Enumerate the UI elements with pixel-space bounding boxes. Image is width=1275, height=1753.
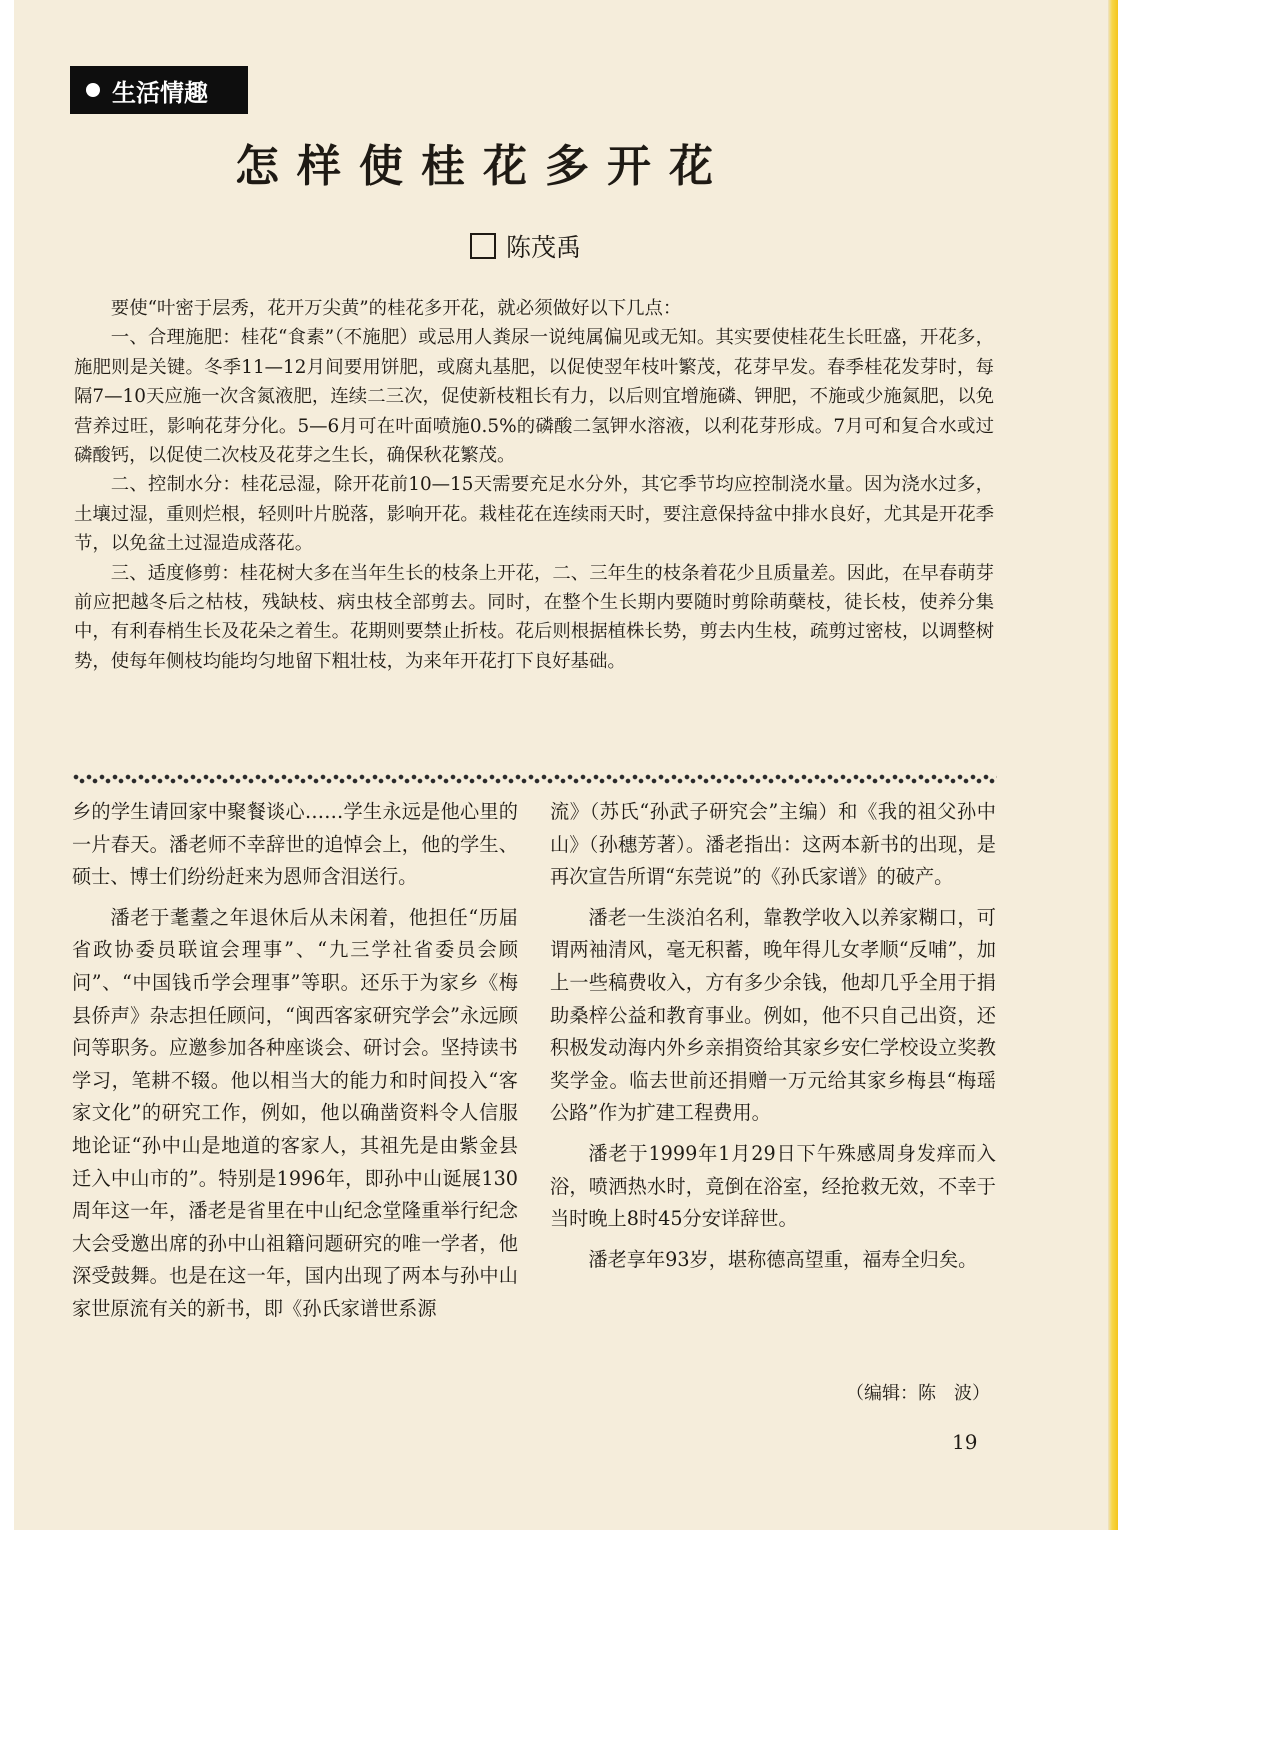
article-title: 怎样使桂花多开花 bbox=[235, 141, 731, 192]
page-number: 19 bbox=[952, 1430, 978, 1454]
paragraph: 要使“叶密于层秀，花开万尖黄”的桂花多开花，就必须做好以下几点： bbox=[110, 298, 682, 319]
right-column bbox=[550, 796, 996, 1276]
section-tag-label: 生活情趣 bbox=[112, 77, 208, 107]
scan-margin bbox=[0, 1530, 1275, 1753]
paragraph: 潘老于耄耋之年退休后从未闲着，他担任“历届省政协委员联谊会理事”、“九三学社省委员会顾问”、“中国钱币学会理事”等职。还乐于为家乡《梅县侨声》杂志担任顾问，“闽西客家研究学会”永远顾问等职务。应邀参加各种座谈会、研讨会。坚持读书学习，笔耕不辍。他以相当大的能力和时间投入“客家文化”的研究工作，例如，他以确凿资料令人信服地论证“孙中山是地道的客家人，其祖先是由紫金县迁入中山市的”。特别是1996年，即孙中山诞展130周年这一年，潘老是省里在中山纪念堂隆重举行纪念大会受邀出席的孙中山祖籍问题研究的唯一学者，他深受鼓舞。也是在这一年，国内出现了两本与孙中山家世原流有关的新书，即《孙氏家谱世系源 bbox=[72, 905, 518, 1320]
paragraph: 乡的学生请回家中聚餐谈心……学生永远是他心里的一片春天。潘老师不幸辞世的追悼会上，他的学生、硕士、博士们纷纷赶来为恩师含泪送行。 bbox=[72, 800, 518, 889]
decorative-divider bbox=[72, 772, 997, 786]
page-edge bbox=[1108, 0, 1118, 1540]
paragraph: 潘老享年93岁，堪称德高望重，福寿全归矣。 bbox=[588, 1247, 978, 1271]
square-icon bbox=[470, 233, 496, 259]
author-name: 陈茂禹 bbox=[506, 233, 582, 262]
byline bbox=[470, 228, 581, 264]
section-tag bbox=[70, 66, 248, 114]
paragraph: 二、控制水分：桂花忌湿，除开花前10—15天需要充足水分外，其它季节均应控制浇水量。因为浇水过多，土壤过湿，重则烂根，轻则叶片脱落，影响开花。栽桂花在连续雨天时，要注意保持盆中排水良好，尤其是开花季节，以免盆土过湿造成落花。 bbox=[74, 474, 994, 555]
paragraph: 潘老于1999年1月29日下午殊感周身发痒而入浴，喷洒热水时，竟倒在浴室，经抢救无效，不幸于当时晚上8时45分安详辞世。 bbox=[550, 1141, 996, 1231]
paragraph: 流》（苏氏“孙武子研究会”主编）和《我的祖父孙中山》（孙穗芳著）。潘老指出：这两本新书的出现，是再次宣告所谓“东莞说”的《孙氏家谱》的破产。 bbox=[550, 800, 996, 889]
article-body bbox=[74, 294, 994, 676]
paragraph: 潘老一生淡泊名利，靠教学收入以养家糊口，可谓两袖清风，毫无积蓄，晚年得儿女孝顺“反哺”，加上一些稿费收入，方有多少余钱，他却几乎全用于捐助桑梓公益和教育事业。例如，他不只自己出资，还积极发动海内外乡亲捐资给其家乡安仁学校设立奖教奖学金。临去世前还捐赠一万元给其家乡梅县“梅瑶公路”作为扩建工程费用。 bbox=[550, 905, 996, 1125]
editor-credit: （编辑：陈 波） bbox=[846, 1383, 990, 1404]
paragraph: 三、适度修剪：桂花树大多在当年生长的枝条上开花，二、三年生的枝条着花少且质量差。因此，在早春萌芽前应把越冬后之枯枝，残缺枝、病虫枝全部剪去。同时，在整个生长期内要随时剪除萌蘖枝，徒长枝，使养分集中，有利春梢生长及花朵之着生。花期则要禁止折枝。花后则根据植株长势，剪去内生枝，疏剪过密枝，以调整树势，使每年侧枝均能均匀地留下粗壮枝，为来年开花打下良好基础。 bbox=[74, 562, 994, 672]
paragraph: 一、合理施肥：桂花“食素”（不施肥）或忌用人粪尿一说纯属偏见或无知。其实要使桂花生长旺盛，开花多，施肥则是关键。冬季11—12月间要用饼肥，或腐丸基肥，以促使翌年枝叶繁茂，花芽早发。春季桂花发芽时，每隔7—10天应施一次含氮液肥，连续二三次，促使新枝粗长有力，以后则宜增施磷、钾肥，不施或少施氮肥，以免营养过旺，影响花芽分化。5—6月可在叶面喷施0.5%的磷酸二氢钾水溶液，以利花芽形成。7月可和复合水或过磷酸钙，以促使二次枝及花芽之生长，确保秋花繁茂。 bbox=[74, 327, 994, 467]
left-column bbox=[72, 796, 518, 1326]
bullet-icon bbox=[86, 83, 100, 97]
